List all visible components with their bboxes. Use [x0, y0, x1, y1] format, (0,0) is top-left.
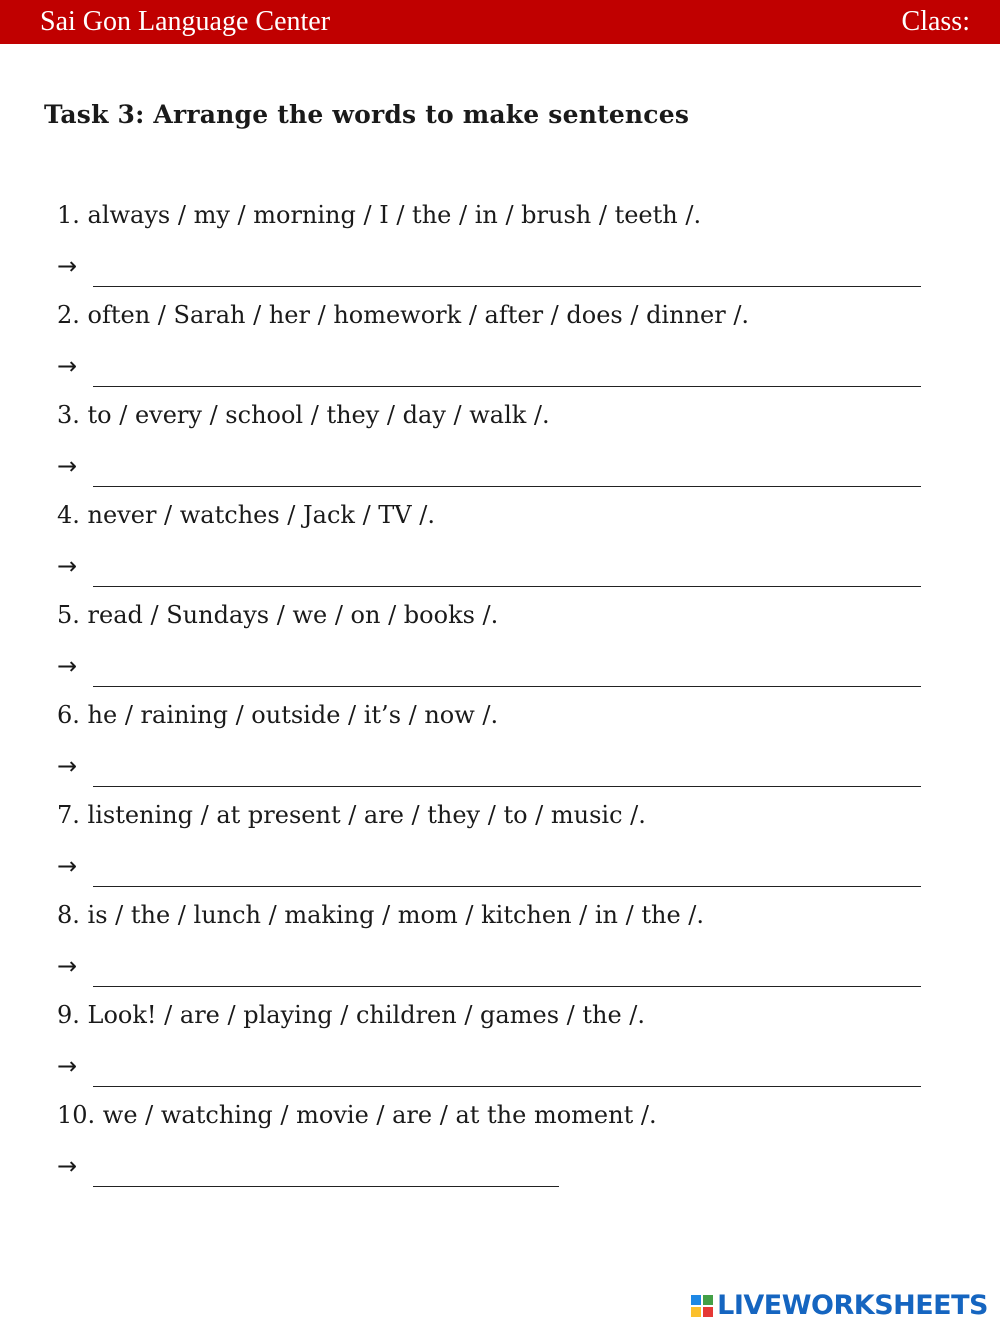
- arrow-icon: →: [57, 252, 78, 280]
- exercise-prompt: 6. he / raining / outside / it’s / now /.: [57, 701, 499, 729]
- answer-input[interactable]: [93, 558, 921, 587]
- answer-input[interactable]: [93, 958, 921, 987]
- exercise-item: [57, 298, 917, 388]
- answer-input[interactable]: [93, 258, 921, 287]
- arrow-icon: →: [57, 452, 78, 480]
- arrow-icon: →: [57, 752, 78, 780]
- header-bar: [0, 0, 1000, 44]
- answer-row: [57, 848, 917, 888]
- task-title: Task 3: Arrange the words to make sentences: [44, 100, 690, 129]
- answer-row: [57, 648, 917, 688]
- arrow-icon: →: [57, 652, 78, 680]
- arrow-icon: →: [57, 1152, 78, 1180]
- arrow-icon: →: [57, 1052, 78, 1080]
- answer-input[interactable]: [93, 458, 921, 487]
- answer-row: [57, 1148, 917, 1188]
- center-name: Sai Gon Language Center: [40, 6, 331, 37]
- exercise-item: [57, 198, 917, 288]
- answer-row: [57, 748, 917, 788]
- answer-input[interactable]: [93, 758, 921, 787]
- answer-row: [57, 948, 917, 988]
- exercise-item: [57, 898, 917, 988]
- class-label: Class:: [901, 6, 970, 37]
- exercise-item: [57, 398, 917, 488]
- exercise-prompt: 10. we / watching / movie / are / at the moment /.: [57, 1101, 657, 1129]
- answer-row: [57, 348, 917, 388]
- exercise-prompt: 8. is / the / lunch / making / mom / kitchen / in / the /.: [57, 901, 704, 929]
- exercise-prompt: 1. always / my / morning / I / the / in / brush / teeth /.: [57, 201, 702, 229]
- answer-input[interactable]: [93, 1158, 559, 1187]
- arrow-icon: →: [57, 952, 78, 980]
- answer-row: [57, 448, 917, 488]
- logo-square-red: [703, 1307, 713, 1317]
- answer-row: [57, 548, 917, 588]
- exercise-item: [57, 498, 917, 588]
- exercise-item: [57, 698, 917, 788]
- arrow-icon: →: [57, 552, 78, 580]
- exercise-item: [57, 798, 917, 888]
- logo-text: LIVEWORKSHEETS: [717, 1290, 988, 1321]
- answer-input[interactable]: [93, 858, 921, 887]
- answer-row: [57, 1048, 917, 1088]
- answer-input[interactable]: [93, 658, 921, 687]
- answer-row: [57, 248, 917, 288]
- exercise-prompt: 5. read / Sundays / we / on / books /.: [57, 601, 499, 629]
- liveworksheets-logo[interactable]: [691, 1290, 988, 1321]
- exercise-prompt: 9. Look! / are / playing / children / games / the /.: [57, 1001, 645, 1029]
- exercise-item: [57, 998, 917, 1088]
- exercise-item: [57, 1098, 917, 1188]
- logo-square-green: [703, 1295, 713, 1305]
- logo-square-blue: [691, 1295, 701, 1305]
- exercise-item: [57, 598, 917, 688]
- exercise-prompt: 4. never / watches / Jack / TV /.: [57, 501, 435, 529]
- answer-input[interactable]: [93, 1058, 921, 1087]
- exercise-prompt: 2. often / Sarah / her / homework / after / does / dinner /.: [57, 301, 750, 329]
- answer-input[interactable]: [93, 358, 921, 387]
- exercise-prompt: 7. listening / at present / are / they / to / music /.: [57, 801, 646, 829]
- logo-square-yellow: [691, 1307, 701, 1317]
- liveworksheets-grid-icon: [691, 1295, 713, 1317]
- arrow-icon: →: [57, 352, 78, 380]
- arrow-icon: →: [57, 852, 78, 880]
- exercise-prompt: 3. to / every / school / they / day / walk /.: [57, 401, 550, 429]
